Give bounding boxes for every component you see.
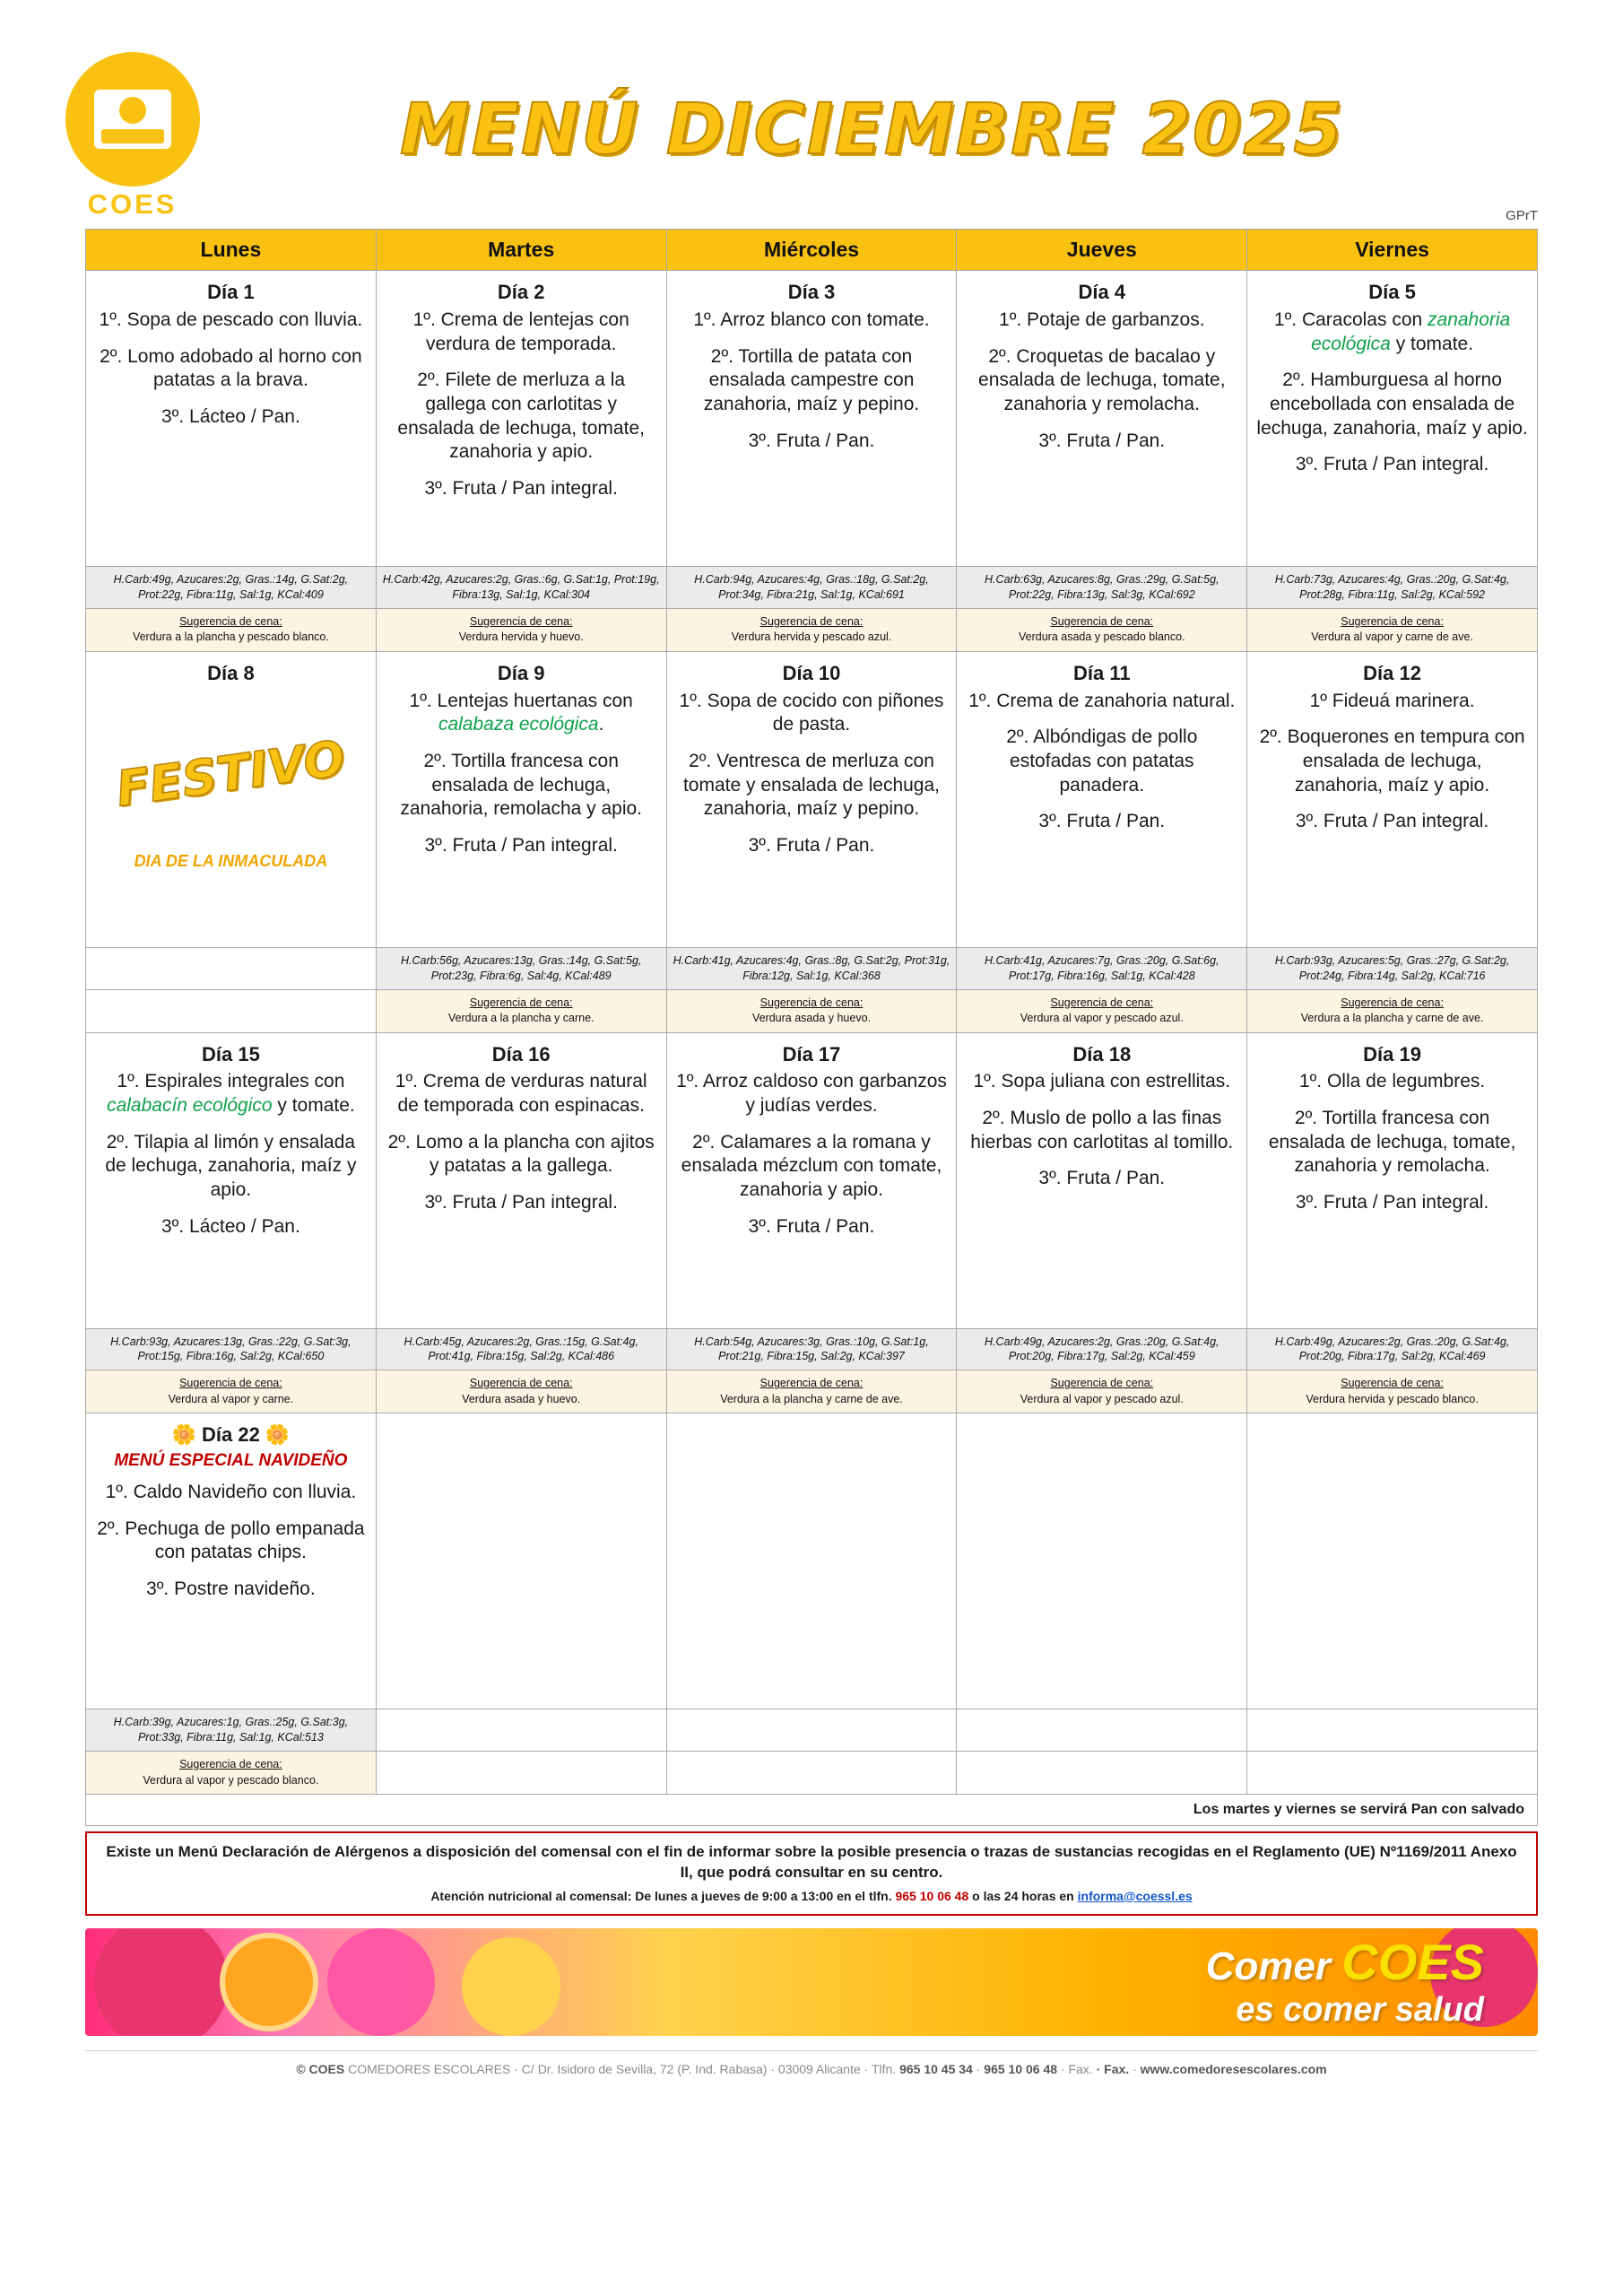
banner-coes: COES (1341, 1933, 1484, 1990)
dinner-text: Verdura asada y pescado blanco. (1019, 631, 1185, 644)
dinner-text: Verdura hervida y pescado blanco. (1306, 1392, 1479, 1405)
day-cell (86, 271, 377, 567)
dinner-suggestion (376, 608, 666, 651)
festivo-block (95, 690, 367, 872)
dish-line: 3º. Lácteo / Pan. (161, 1215, 300, 1237)
week-dishes-row (86, 651, 1538, 947)
day-number: Día 17 (782, 1042, 841, 1065)
dinner-text: Verdura a la plancha y carne de ave. (1300, 1012, 1484, 1024)
nutrition-info-empty (666, 1709, 957, 1752)
day-number: Día 5 (1368, 281, 1416, 303)
dish-line: 1º. Crema de verduras natural de temporada con espinacas. (395, 1071, 647, 1117)
contact-phone: 965 10 06 48 (895, 1888, 969, 1903)
day-number: Día 1 (207, 281, 255, 303)
dish-line: 3º. Fruta / Pan integral. (1295, 1192, 1489, 1213)
orange-icon (220, 1933, 318, 2031)
dinner-label: Sugerencia de cena: (759, 614, 864, 628)
dish-line: 2º. Hamburguesa al horno encebollada con ensalada de lechuga, zanahoria, maíz y apio. (1256, 370, 1528, 439)
dish-line: 1º. Sopa juliana con estrellitas. (973, 1071, 1231, 1092)
dish-line: 2º. Lomo adobado al horno con patatas a la brava. (100, 345, 362, 391)
logo-text: COES (87, 187, 178, 220)
dinner-text: Verdura al vapor y carne de ave. (1311, 631, 1473, 644)
dish-line: 1º. Crema de zanahoria natural. (968, 690, 1236, 711)
footer-sep-2: · Fax. (1057, 2061, 1097, 2076)
dinner-label: Sugerencia de cena: (1050, 1377, 1154, 1390)
nutrition-info: H.Carb:93g, Azucares:13g, Gras.:22g, G.Sat:3g, Prot:15g, Fibra:16g, Sal:2g, KCal:650 (86, 1328, 377, 1370)
nutrition-info-empty (86, 947, 377, 989)
day-cell (376, 1032, 666, 1328)
column-header-viernes: Viernes (1247, 230, 1538, 271)
week-nutrition-row (86, 1328, 1538, 1370)
dinner-label: Sugerencia de cena: (1341, 996, 1444, 1009)
dish-line: 1º. Espirales integrales con calabacín ecológico y tomate. (107, 1071, 355, 1117)
nutrition-info-empty (1247, 1709, 1538, 1752)
dish-line: 3º. Fruta / Pan integral. (424, 1192, 618, 1213)
contact-prefix: Atención nutricional al comensal: De lunes a jueves de 9:00 a 13:00 en el tlfn. (430, 1888, 896, 1903)
footer-sep-1: · (972, 2061, 985, 2076)
week-dinner-row (86, 989, 1538, 1032)
day-cell (1247, 271, 1538, 567)
dinner-label: Sugerencia de cena: (179, 1377, 282, 1390)
column-header-lunes: Lunes (86, 230, 377, 271)
dinner-suggestion (86, 1752, 377, 1795)
nutrition-info: H.Carb:93g, Azucares:5g, Gras.:27g, G.Sat:2g, Prot:24g, Fibra:14g, Sal:2g, KCal:716 (1247, 947, 1538, 989)
promo-banner (85, 1928, 1538, 2036)
day-cell (1247, 651, 1538, 947)
dish-line: 1º. Sopa de pescado con lluvia. (99, 309, 363, 330)
dish-line: 1º. Caracolas con zanahoria ecológica y tomate. (1273, 309, 1511, 354)
day-number: Día 10 (782, 661, 841, 684)
nutrition-info-empty (376, 1709, 666, 1752)
dinner-suggestion (666, 989, 957, 1032)
dish-line: 1º. Caldo Navideño con lluvia. (105, 1481, 357, 1502)
dinner-label: Sugerencia de cena: (1050, 614, 1154, 628)
nutrition-info: H.Carb:42g, Azucares:2g, Gras.:6g, G.Sat:1g, Prot:19g, Fibra:13g, Sal:1g, KCal:304 (376, 567, 666, 609)
day-number: Día 12 (1363, 661, 1421, 684)
page-title: MENÚ DICIEMBRE 2025 (400, 90, 1344, 170)
dish-line: 2º. Muslo de pollo a las finas hierbas con carlotitas al tomillo. (970, 1108, 1234, 1152)
dish-line: 2º. Tortilla francesa con ensalada de lechuga, zanahoria, remolacha y apio. (400, 751, 643, 820)
week-nutrition-row (86, 567, 1538, 609)
day-cell (957, 271, 1247, 567)
footer-website: www.comedoresescolares.com (1140, 2061, 1327, 2076)
contact-email-link[interactable]: informa@coessl.es (1077, 1888, 1193, 1903)
day-cell (666, 271, 957, 567)
dinner-suggestion-empty (1247, 1752, 1538, 1795)
dinner-label: Sugerencia de cena: (1341, 614, 1444, 628)
dinner-suggestion (376, 989, 666, 1032)
week-dishes-row (86, 1413, 1538, 1709)
dish-line: 2º. Croquetas de bacalao y ensalada de lechuga, tomate, zanahoria y remolacha. (978, 345, 1226, 414)
dinner-text: Verdura asada y huevo. (462, 1392, 581, 1405)
day-cell (1247, 1032, 1538, 1328)
nutrition-info: H.Carb:45g, Azucares:2g, Gras.:15g, G.Sat:4g, Prot:41g, Fibra:15g, Sal:2g, KCal:486 (376, 1328, 666, 1370)
column-header-miercoles: Miércoles (666, 230, 957, 271)
menu-table-body (86, 271, 1538, 1795)
menu-table-wrapper (0, 229, 1623, 1916)
dish-line: 1º. Arroz blanco con tomate. (693, 309, 930, 330)
column-header-jueves: Jueves (957, 230, 1247, 271)
dinner-suggestion (1247, 608, 1538, 651)
dish-line: 3º. Fruta / Pan integral. (1295, 811, 1489, 832)
dinner-suggestion (957, 989, 1247, 1032)
dinner-suggestion (666, 1370, 957, 1413)
column-header-martes: Martes (376, 230, 666, 271)
day-cell (666, 651, 957, 947)
menu-table (85, 229, 1538, 1795)
day-number: Día 8 (207, 661, 255, 684)
dinner-suggestion (376, 1370, 666, 1413)
dinner-text: Verdura a la plancha y carne. (447, 1012, 595, 1024)
footer-copyright: © COES (296, 2061, 345, 2076)
banner-text (1205, 1933, 1484, 2029)
day-cell-empty (957, 1413, 1247, 1709)
nutrition-info: H.Carb:63g, Azucares:8g, Gras.:29g, G.Sat:5g, Prot:22g, Fibra:13g, Sal:3g, KCal:692 (957, 567, 1247, 609)
dinner-suggestion (1247, 1370, 1538, 1413)
dish-line: 2º. Calamares a la romana y ensalada mézclum con tomate, zanahoria y apio. (681, 1131, 942, 1201)
dinner-label: Sugerencia de cena: (1341, 1377, 1444, 1390)
dinner-label: Sugerencia de cena: (469, 996, 573, 1009)
dinner-text: Verdura asada y huevo. (751, 1012, 872, 1024)
day-cell (376, 271, 666, 567)
nutrition-contact (100, 1889, 1523, 1903)
dish-line: 3º. Fruta / Pan. (1038, 1168, 1166, 1189)
footer-sep-3: · (1133, 2061, 1141, 2076)
dinner-suggestion-empty (86, 989, 377, 1032)
day-cell (86, 651, 377, 947)
banner-comer: Comer (1205, 1944, 1332, 1988)
day-number: Día 15 (201, 1042, 260, 1065)
dinner-suggestion (86, 1370, 377, 1413)
dish-line: 3º. Fruta / Pan. (748, 430, 875, 451)
table-header-row (86, 230, 1538, 271)
dinner-label: Sugerencia de cena: (179, 614, 282, 628)
dish-line: 3º. Fruta / Pan. (748, 1215, 875, 1237)
day-number: Día 16 (491, 1042, 551, 1065)
day-cell (957, 651, 1247, 947)
week-dishes-row (86, 1032, 1538, 1328)
gprt-code: GPrT (1506, 208, 1538, 223)
day-number: Día 19 (1363, 1042, 1421, 1065)
week-nutrition-row (86, 1709, 1538, 1752)
day-cell (376, 651, 666, 947)
day-number: Día 3 (787, 281, 836, 303)
dinner-label: Sugerencia de cena: (1050, 996, 1154, 1009)
nutrition-info: H.Carb:56g, Azucares:13g, Gras.:14g, G.Sat:5g, Prot:23g, Fibra:6g, Sal:4g, KCal:489 (376, 947, 666, 989)
dish-line: 3º. Fruta / Pan. (1038, 811, 1166, 832)
dinner-suggestion (86, 608, 377, 651)
footer-address: COMEDORES ESCOLARES · C/ Dr. Isidoro de Sevilla, 72 (P. Ind. Rabasa) · 03009 Alicante · Tlfn. (344, 2061, 900, 2076)
nutrition-info-empty (957, 1709, 1247, 1752)
dinner-suggestion (957, 1370, 1247, 1413)
dish-line: 1º Fideuá marinera. (1309, 690, 1475, 711)
dish-line: 3º. Lácteo / Pan. (161, 405, 300, 427)
nutrition-info: H.Carb:49g, Azucares:2g, Gras.:20g, G.Sat:4g, Prot:20g, Fibra:17g, Sal:2g, KCal:469 (1247, 1328, 1538, 1370)
dish-line: 2º. Ventresca de merluza con tomate y ensalada de lechuga, zanahoria, maíz y pepino. (682, 751, 941, 820)
day-number: Día 2 (497, 281, 545, 303)
dish-line: 2º. Albóndigas de pollo estofadas con patatas panadera. (1006, 726, 1198, 796)
week-dishes-row (86, 271, 1538, 567)
nutrition-info: H.Carb:73g, Azucares:4g, Gras.:20g, G.Sat:4g, Prot:28g, Fibra:11g, Sal:2g, KCal:592 (1247, 567, 1538, 609)
footer-phone-2: 965 10 06 48 (984, 2061, 1058, 2076)
dinner-text: Verdura hervida y pescado azul. (731, 631, 892, 644)
dinner-text: Verdura hervida y huevo. (458, 631, 584, 644)
dish-line: 1º. Crema de lentejas con verdura de temporada. (412, 309, 629, 354)
allergen-text: Existe un Menú Declaración de Alérgenos a disposición del comensal con el fin de informar sobre la posible presencia o trazas de sustancias recogidas en el Reglamento (UE) Nº1169/2011 Anexo II, que podrá consultar en su centro. (106, 1843, 1517, 1881)
dish-line: 2º. Tilapia al limón y ensalada de lechuga, zanahoria, maíz y apio. (105, 1131, 357, 1201)
nutrition-info: H.Carb:94g, Azucares:4g, Gras.:18g, G.Sat:2g, Prot:34g, Fibra:21g, Sal:1g, KCal:691 (666, 567, 957, 609)
day-cell (86, 1413, 377, 1709)
day-number: Día 11 (1072, 661, 1131, 684)
footer-fax: · Fax. (1096, 2061, 1133, 2076)
dish-line: 1º. Arroz caldoso con garbanzos y judías verdes. (676, 1071, 947, 1117)
dish-line: 3º. Fruta / Pan integral. (424, 834, 618, 856)
day-cell-empty (666, 1413, 957, 1709)
dish-line: 3º. Fruta / Pan integral. (1295, 454, 1489, 475)
apple-icon (327, 1928, 435, 2036)
child-book-icon (94, 90, 171, 149)
banner-line1 (1205, 1933, 1484, 1990)
note-salvado: Los martes y viernes se servirá Pan con salvado (85, 1795, 1538, 1826)
dish-line: 3º. Fruta / Pan integral. (424, 477, 618, 499)
pear-icon (462, 1937, 560, 2036)
dinner-suggestion-empty (666, 1752, 957, 1795)
dinner-suggestion-empty (376, 1752, 666, 1795)
nutrition-info: H.Carb:41g, Azucares:7g, Gras.:20g, G.Sat:6g, Prot:17g, Fibra:16g, Sal:1g, KCal:428 (957, 947, 1247, 989)
week-dinner-row (86, 1370, 1538, 1413)
day-cell (957, 1032, 1247, 1328)
dinner-label: Sugerencia de cena: (179, 1758, 282, 1770)
logo-icon (65, 52, 200, 187)
dinner-text: Verdura al vapor y pescado blanco. (143, 1773, 319, 1787)
dish-line: 2º. Lomo a la plancha con ajitos y patatas a la gallega. (387, 1131, 655, 1177)
nutrition-info: H.Carb:49g, Azucares:2g, Gras.:14g, G.Sat:2g, Prot:22g, Fibra:11g, Sal:1g, KCal:409 (86, 567, 377, 609)
nutrition-info: H.Carb:49g, Azucares:2g, Gras.:20g, G.Sat:4g, Prot:20g, Fibra:17g, Sal:2g, KCal:459 (957, 1328, 1247, 1370)
dinner-suggestion (666, 608, 957, 651)
dinner-text: Verdura al vapor y carne. (168, 1392, 294, 1405)
coes-logo (54, 52, 211, 220)
banner-line2: es comer salud (1236, 1990, 1484, 2029)
dish-line: 1º. Olla de legumbres. (1298, 1071, 1486, 1092)
nutrition-info: H.Carb:41g, Azucares:4g, Gras.:8g, G.Sat:2g, Prot:31g, Fibra:12g, Sal:1g, KCal:368 (666, 947, 957, 989)
dinner-suggestion-empty (957, 1752, 1247, 1795)
day-number: 🌼 Día 22 🌼 (171, 1423, 291, 1447)
dinner-text: Verdura a la plancha y carne de ave. (720, 1392, 903, 1405)
dinner-text: Verdura al vapor y pescado azul. (1020, 1012, 1184, 1024)
dish-line: 2º. Tortilla francesa con ensalada de lechuga, tomate, zanahoria y remolacha. (1268, 1108, 1516, 1177)
dish-line: 2º. Boquerones en tempura con ensalada de lechuga, zanahoria, maíz y apio. (1259, 726, 1525, 796)
dinner-label: Sugerencia de cena: (759, 1377, 864, 1390)
day-number: Día 9 (497, 661, 545, 684)
nutrition-info: H.Carb:39g, Azucares:1g, Gras.:25g, G.Sat:3g, Prot:33g, Fibra:11g, Sal:1g, KCal:513 (86, 1709, 377, 1752)
festivo-label: FESTIVO (112, 729, 349, 818)
day-number: Día 18 (1072, 1042, 1132, 1065)
week-dinner-row (86, 1752, 1538, 1795)
dish-line: 1º. Lentejas huertanas con calabaza ecológica. (409, 690, 633, 735)
dinner-suggestion (957, 608, 1247, 651)
dish-line: 2º. Filete de merluza a la gallega con carlotitas y ensalada de lechuga, tomate, zanahoria y apio. (397, 370, 645, 463)
dinner-label: Sugerencia de cena: (469, 1377, 573, 1390)
dinner-suggestion (1247, 989, 1538, 1032)
dish-line: 2º. Pechuga de pollo empanada con patatas chips. (97, 1518, 365, 1563)
special-menu-title: MENÚ ESPECIAL NAVIDEÑO (114, 1451, 348, 1471)
allergen-notice (85, 1831, 1538, 1916)
day-number: Día 4 (1078, 281, 1126, 303)
day-cell (86, 1032, 377, 1328)
dish-line: 1º. Potaje de garbanzos. (999, 309, 1205, 330)
nutrition-info: H.Carb:54g, Azucares:3g, Gras.:10g, G.Sat:1g, Prot:21g, Fibra:15g, Sal:2g, KCal:397 (666, 1328, 957, 1370)
dish-line: 3º. Fruta / Pan. (1038, 430, 1166, 451)
dinner-text: Verdura al vapor y pescado azul. (1020, 1392, 1184, 1405)
dish-line: 3º. Fruta / Pan. (748, 834, 875, 856)
dish-line: 1º. Sopa de cocido con piñones de pasta. (679, 690, 944, 735)
page-footer (85, 2050, 1538, 2076)
watermelon-icon (94, 1928, 229, 2036)
contact-mid: o las 24 horas en (968, 1888, 1078, 1903)
week-dinner-row (86, 608, 1538, 651)
footer-phone-1: 965 10 45 34 (899, 2061, 973, 2076)
dish-line: 2º. Tortilla de patata con ensalada campestre con zanahoria, maíz y pepino. (703, 345, 920, 414)
page-header (0, 0, 1623, 224)
festivo-sublabel: DIA DE LA INMACULADA (134, 852, 328, 871)
day-cell-empty (1247, 1413, 1538, 1709)
day-cell-empty (376, 1413, 666, 1709)
dinner-label: Sugerencia de cena: (469, 614, 573, 628)
dish-line: 3º. Postre navideño. (146, 1578, 316, 1599)
week-nutrition-row (86, 947, 1538, 989)
dinner-text: Verdura a la plancha y pescado blanco. (132, 631, 329, 644)
dinner-label: Sugerencia de cena: (759, 996, 864, 1009)
day-cell (666, 1032, 957, 1328)
